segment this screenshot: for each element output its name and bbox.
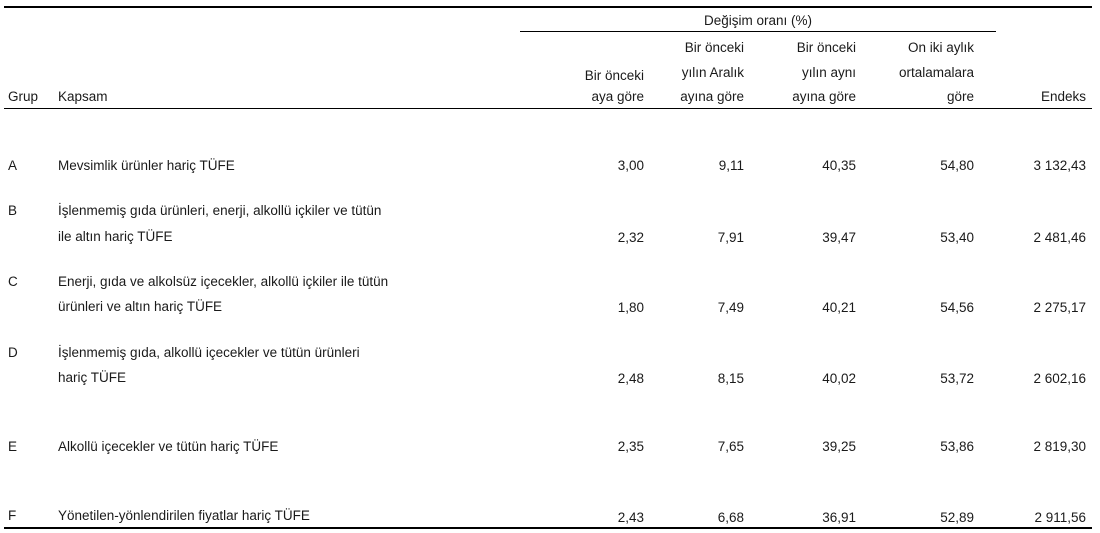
col-header-12m-line-1: On iki aylık: [907, 40, 974, 55]
row-e-yoy: 39,25: [822, 439, 856, 454]
row-b-kapsam-line-1: İşlenmemiş gıda ürünleri, enerji, alkollü içkiler ve tütün: [58, 203, 382, 218]
row-d-avg12: 53,72: [940, 371, 974, 386]
group-header-rule: [520, 31, 996, 32]
col-header-kapsam: Kapsam: [58, 89, 108, 104]
row-a-yoy: 40,35: [822, 158, 856, 173]
row-f-grup: F: [8, 508, 17, 523]
row-a-endeks: 3 132,43: [1033, 158, 1086, 173]
row-e-monthly: 2,35: [617, 439, 644, 454]
row-d-monthly: 2,48: [617, 371, 644, 386]
row-f-dec: 6,68: [717, 510, 744, 525]
col-header-dec-line-3: ayına göre: [680, 89, 744, 104]
col-header-endeks: Endeks: [1040, 89, 1086, 104]
col-header-yoy-line-1: Bir önceki: [796, 40, 856, 55]
row-d-kapsam-line-2: hariç TÜFE: [58, 370, 127, 385]
row-c-grup: C: [8, 274, 18, 289]
row-c-kapsam-line-1: Enerji, gıda ve alkolsüz içecekler, alkollü içkiler ile tütün: [58, 274, 389, 289]
row-c-yoy: 40,21: [822, 300, 856, 315]
row-b-monthly: 2,32: [617, 230, 644, 245]
row-a-avg12: 54,80: [940, 158, 974, 173]
row-c-endeks: 2 275,17: [1033, 300, 1086, 315]
row-b-avg12: 53,40: [940, 230, 974, 245]
top-rule: [4, 6, 1092, 8]
row-e-avg12: 53,86: [940, 439, 974, 454]
row-e-dec: 7,65: [717, 439, 744, 454]
row-d-yoy: 40,02: [822, 371, 856, 386]
row-b-dec: 7,91: [717, 230, 744, 245]
row-c-kapsam-line-2: ürünleri ve altın hariç TÜFE: [58, 299, 223, 314]
row-f-endeks: 2 911,56: [1034, 510, 1086, 525]
row-e-kapsam-line-1: Alkollü içecekler ve tütün hariç TÜFE: [58, 439, 279, 454]
row-f-yoy: 36,91: [822, 510, 856, 525]
row-d-kapsam-line-1: İşlenmemiş gıda, alkollü içecekler ve tütün ürünleri: [58, 345, 360, 360]
row-f-kapsam-line-1: Yönetilen-yönlendirilen fiyatlar hariç TÜFE: [58, 508, 310, 523]
row-c-dec: 7,49: [717, 300, 744, 315]
col-header-12m-line-3: göre: [946, 89, 974, 104]
row-f-monthly: 2,43: [617, 510, 644, 525]
col-header-dec-line-1: Bir önceki: [684, 40, 744, 55]
col-header-12m-line-2: ortalamalara: [898, 65, 974, 80]
row-d-dec: 8,15: [717, 371, 744, 386]
row-b-grup: B: [8, 203, 18, 218]
group-header-title: Değişim oranı (%): [703, 13, 813, 28]
col-header-dec-line-2: yılın Aralık: [681, 65, 744, 80]
row-a-monthly: 3,00: [617, 158, 644, 173]
col-header-yoy-line-3: ayına göre: [792, 89, 856, 104]
header-bottom-rule: [4, 108, 1092, 109]
row-b-kapsam-line-2: ile altın hariç TÜFE: [58, 229, 173, 244]
row-b-yoy: 39,47: [822, 230, 856, 245]
col-header-yoy-line-2: yılın aynı: [801, 65, 856, 80]
row-d-endeks: 2 602,16: [1033, 371, 1086, 386]
row-d-grup: D: [8, 345, 18, 360]
row-e-grup: E: [8, 439, 18, 454]
row-a-kapsam-line-1: Mevsimlik ürünler hariç TÜFE: [58, 158, 235, 173]
col-header-grup: Grup: [8, 89, 39, 104]
col-header-monthly-line-1: Bir önceki: [584, 68, 644, 83]
row-f-avg12: 52,89: [940, 510, 974, 525]
row-e-endeks: 2 819,30: [1033, 439, 1086, 454]
col-header-monthly-line-2: aya göre: [591, 89, 644, 104]
row-c-monthly: 1,80: [617, 300, 644, 315]
row-c-avg12: 54,56: [940, 300, 974, 315]
row-a-grup: A: [8, 158, 18, 173]
row-b-endeks: 2 481,46: [1033, 230, 1086, 245]
bottom-rule: [4, 527, 1092, 529]
row-a-dec: 9,11: [718, 158, 744, 173]
